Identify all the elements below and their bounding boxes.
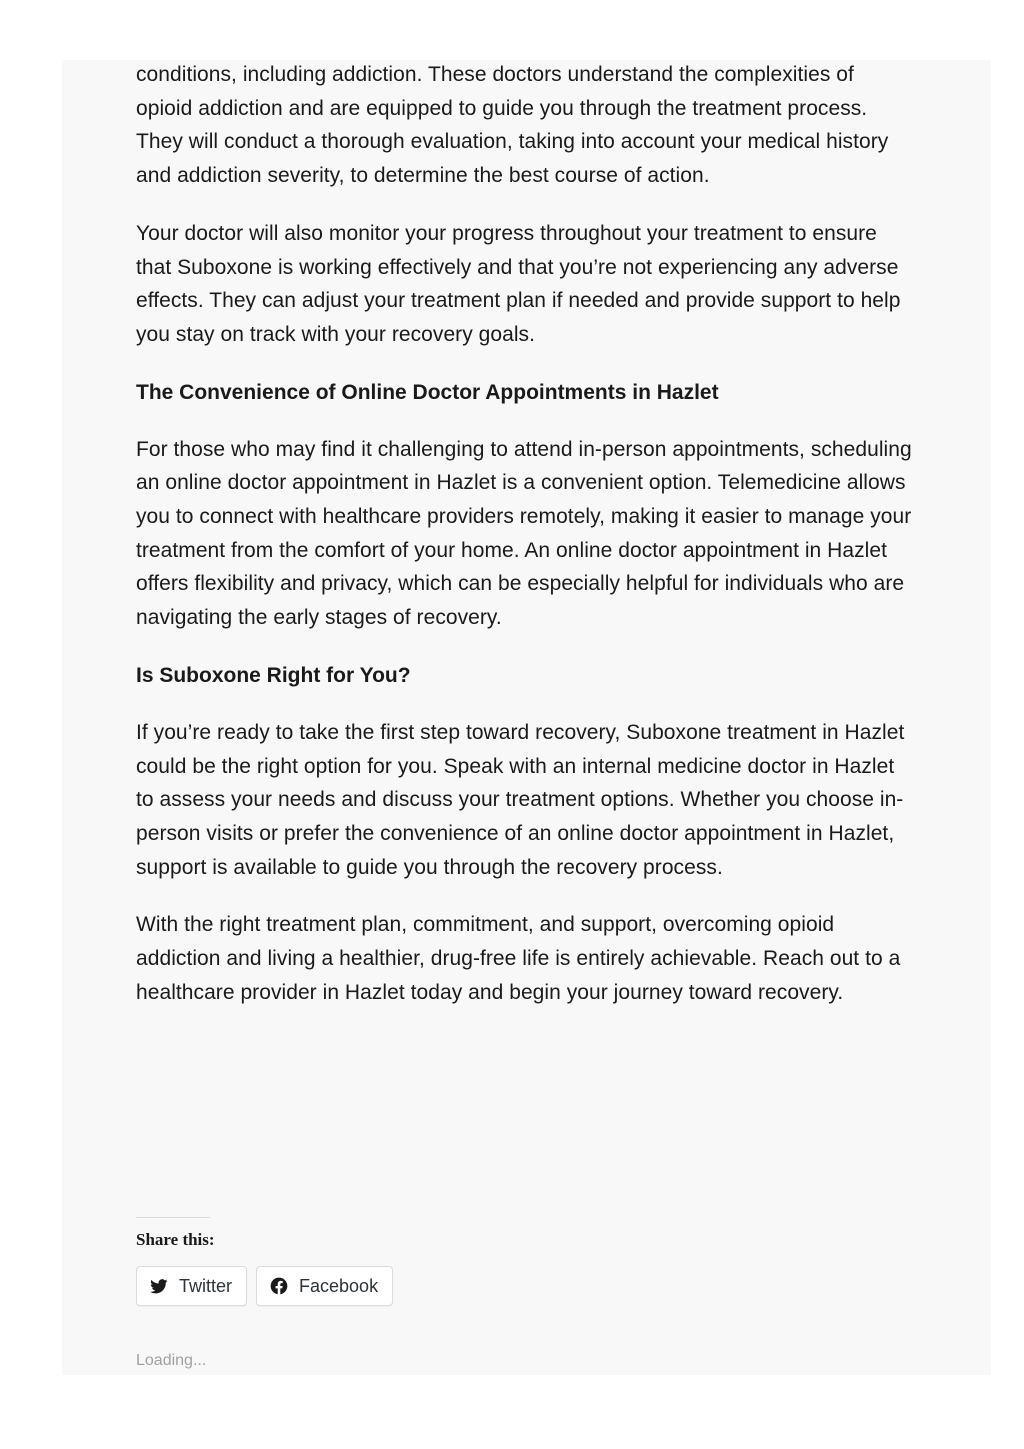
article-paragraph: Your doctor will also monitor your progress throughout your treatment to ensure that Suboxone is working effectively and that you’re not experiencing any adverse effects. They can adjust your treatment plan if needed and provide support to help you stay on track with your recovery goals. — [136, 221, 901, 346]
share-twitter-button[interactable] — [136, 1266, 247, 1306]
section-heading-online-appointments: The Convenience of Online Doctor Appointments in Hazlet — [136, 380, 719, 404]
share-label: Share this: — [136, 1230, 215, 1249]
article-panel — [62, 60, 991, 1375]
article-paragraph: For those who may find it challenging to attend in-person appointments, scheduling an online doctor appointment in Hazlet is a convenient option. Telemedicine allows you to connect with healthcare providers remotely, making it easier to manage your treatment from the comfort of your home. An online doctor appointment in Hazlet offers flexibility and privacy, which can be especially helpful for individuals who are navigating the early stages of recovery. — [136, 437, 912, 630]
share-facebook-label: Facebook — [299, 1275, 379, 1296]
article-paragraph: conditions, including addiction. These doctors understand the complexities of opioid addiction and are equipped to guide you through the treatment process. They will conduct a thorough evaluation, taking into account your medical history and addiction severity, to determine the best course of action. — [136, 63, 889, 188]
share-divider — [136, 1217, 210, 1218]
article-content — [136, 60, 916, 1033]
share-buttons — [136, 1266, 393, 1306]
share-twitter-label: Twitter — [179, 1275, 233, 1296]
twitter-icon — [149, 1276, 169, 1296]
share-facebook-button[interactable] — [256, 1266, 393, 1306]
facebook-icon — [269, 1276, 289, 1296]
loading-indicator: Loading... — [136, 1352, 207, 1369]
article-paragraph: With the right treatment plan, commitment, and support, overcoming opioid addiction and living a healthier, drug-free life is entirely achievable. Reach out to a healthcare provider in Hazlet today and begin your journey toward recovery. — [136, 913, 901, 1004]
article-paragraph: If you’re ready to take the first step toward recovery, Suboxone treatment in Hazlet could be the right option for you. Speak with an internal medicine doctor in Hazlet to assess your needs and discuss your treatment options. Whether you choose in-person visits or prefer the convenience of an online doctor appointment in Hazlet, support is available to guide you through the recovery process. — [136, 720, 905, 879]
section-heading-is-suboxone-right: Is Suboxone Right for You? — [136, 663, 411, 687]
